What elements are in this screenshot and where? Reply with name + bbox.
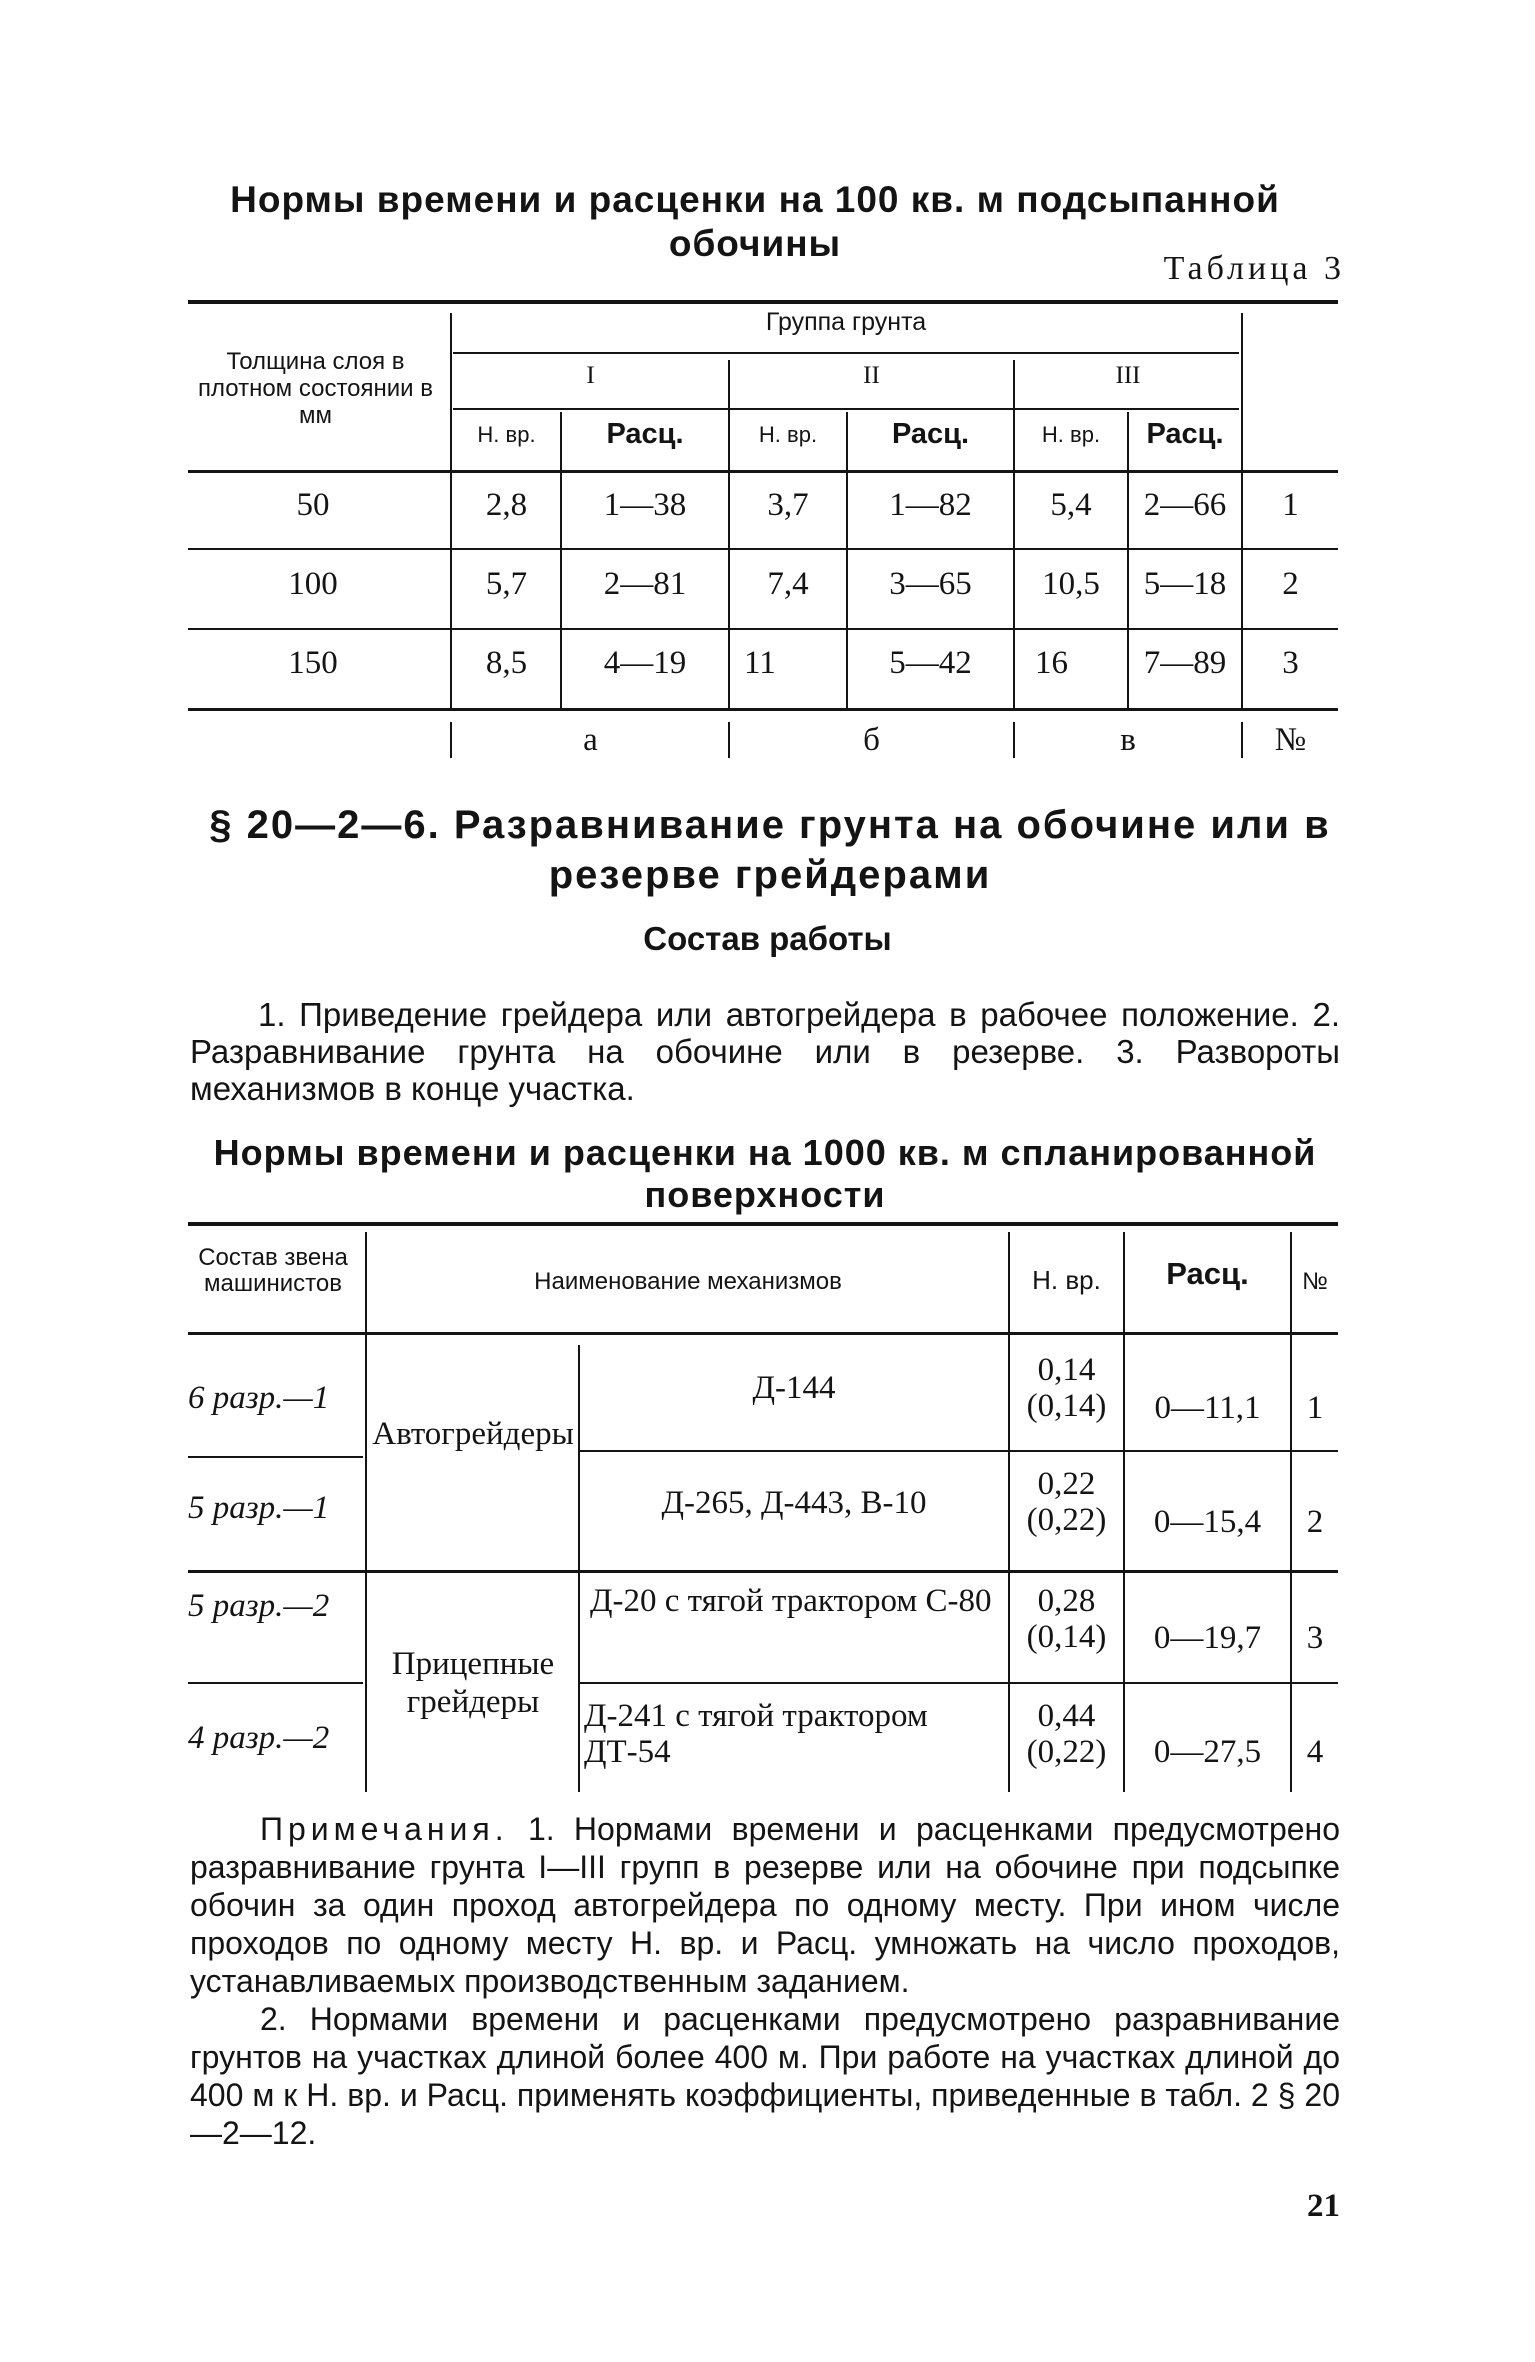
table2-rasc: 0—19,7 [1153, 1620, 1262, 1656]
table2-group-towed-graders: Прицепные грейдеры [391, 1646, 555, 1720]
table2-row-number: 1 [1306, 1390, 1324, 1426]
table1-cell: 11 [744, 645, 776, 681]
table2-num-header: № [1302, 1268, 1328, 1295]
table1-group-ii: II [863, 362, 880, 389]
table1-hvr-header: Н. вр. [758, 422, 818, 447]
table2-hvr: 0,22 [1037, 1466, 1096, 1502]
table1-group-rule [453, 352, 1239, 354]
table1-group-iii: III [1115, 362, 1141, 389]
table1-cell: 2—66 [1143, 487, 1227, 523]
table2-hvr: 0,44 [1037, 1698, 1096, 1734]
table2-mechanism: Д-241 с тягой трактором ДТ-54 [584, 1698, 928, 1770]
table1-footer-a: а [583, 722, 598, 758]
table1-cell: 1—82 [889, 487, 972, 523]
table2-col-rule [578, 1345, 580, 1792]
table2-hvr-alt: (0,14) [1026, 1388, 1107, 1424]
table1-cell: 5—18 [1143, 566, 1227, 602]
table1-cell: 7—89 [1143, 645, 1227, 681]
table2-row-number: 2 [1306, 1504, 1324, 1540]
table2-hvr: 0,14 [1037, 1352, 1096, 1388]
notes [190, 1810, 1340, 2152]
table1-subgroup-rule [453, 408, 1239, 410]
note-1-text: 1. Нормами времени и расценками предусмотрено разравнивание грунта I—III групп в резерве или на обочине при подсыпке обочин за один проход автогрейдера по одному месту. При ином числе проходов по одному месту Н. вр. и Расц. умножать на число проходов, устанавливаемых производственным заданием. [190, 1811, 1341, 1999]
section-title: § 20—2—6. Разравнивание грунта на обочине или в резерве грейдерами [209, 803, 1331, 897]
table2-header-rule [188, 1332, 1338, 1335]
table1-rasc-header: Расц. [606, 418, 684, 450]
table1-hvr-header: Н. вр. [1041, 422, 1101, 447]
table2-group-autograders: Автогрейдеры [372, 1416, 574, 1452]
table1-footer-rule [450, 722, 452, 758]
table1-title: Нормы времени и расценки на 100 кв. м подсыпанной обочины [230, 179, 1280, 264]
section-subtitle: Состав работы [643, 920, 892, 957]
table1-row-rule [188, 628, 1338, 630]
notes-heading: Примечания. [260, 1811, 509, 1847]
table2-rasc: 0—15,4 [1153, 1504, 1262, 1540]
table1-stub-header: Толщина слоя в плотном состоянии в мм [197, 348, 434, 429]
table2-hvr-header: Н. вр. [1032, 1265, 1101, 1295]
table1-cell: 5,4 [1050, 487, 1092, 523]
table2-title: Нормы времени и расценки на 1000 кв. м спланированной поверхности [213, 1132, 1317, 1215]
note-2: 2. Нормами времени и расценками предусмотрено разравнивание грунтов на участках длиной более 400 м. При работе на участках длиной до 400 м к Н. вр. и Расц. применять коэффициенты, приведенные в табл. 2 § 20—2—12. [190, 2001, 1340, 2151]
table1-row-rule [188, 548, 1338, 550]
table2-rasc: 0—27,5 [1153, 1734, 1262, 1770]
table1-row-number: 2 [1282, 566, 1299, 602]
table2-row-rule [188, 1682, 363, 1684]
table2-hvr-alt: (0,14) [1026, 1619, 1107, 1655]
table1-cell: 16 [1035, 645, 1068, 681]
table1-header-rule [188, 470, 1338, 473]
table1-label: Таблица 3 [1163, 250, 1345, 287]
table1-cell: 5,7 [485, 566, 528, 602]
table1-row-number: 3 [1282, 645, 1299, 681]
table2-name-header: Наименование механизмов [534, 1268, 842, 1295]
table1-group-header: Группа грунта [765, 308, 927, 336]
table1-cell: 10,5 [1042, 566, 1100, 602]
table1-cell: 8,5 [485, 645, 528, 681]
table1-hvr-header: Н. вр. [477, 422, 536, 447]
table1-group-i: I [586, 362, 595, 389]
table1-row-number: 1 [1282, 487, 1299, 523]
table2-col-rule [365, 1232, 367, 1792]
table2-group-rule [188, 1570, 1338, 1573]
table1-top-rule [188, 300, 1338, 304]
table2-hvr: 0,28 [1037, 1583, 1096, 1619]
table2-row-rule [580, 1450, 1338, 1452]
table1-col-rule [450, 313, 452, 708]
table1-thickness: 150 [288, 645, 338, 681]
page-number: 21 [1307, 2188, 1340, 2224]
table1-thickness: 50 [296, 487, 330, 523]
table2-rasc-header: Расц. [1166, 1256, 1249, 1291]
table1-rasc-header: Расц. [1146, 418, 1224, 450]
table2-top-rule [188, 1222, 1338, 1226]
table2-hvr-alt: (0,22) [1026, 1502, 1107, 1538]
table2-mechanism: Д-265, Д-443, В-10 [661, 1485, 927, 1521]
table1-cell: 2—81 [603, 566, 687, 602]
table1-bottom-rule [188, 708, 1338, 711]
table1-rasc-header: Расц. [891, 418, 970, 450]
table2-row-rule [188, 1456, 363, 1458]
table1-footer-num: № [1274, 722, 1307, 758]
table2-crew: 5 разр.—2 [188, 1588, 330, 1624]
table1-cell: 3—65 [889, 566, 972, 602]
table1-footer-b: б [863, 722, 880, 758]
table2-row-number: 3 [1306, 1620, 1324, 1656]
table1-cell: 3,7 [767, 487, 809, 523]
table2-row-number: 4 [1306, 1734, 1324, 1770]
table2-mechanism: Д-20 с тягой трактором С-80 [590, 1583, 992, 1619]
table2-row-rule [580, 1682, 1338, 1684]
table2-crew: 5 разр.—1 [188, 1490, 330, 1526]
table2-crew: 6 разр.—1 [188, 1380, 330, 1416]
table1-footer-v: в [1120, 722, 1136, 758]
table2-crew: 4 разр.—2 [188, 1720, 330, 1756]
table2-rasc: 0—11,1 [1154, 1390, 1261, 1426]
table1-cell: 2,8 [485, 487, 528, 523]
note-1 [190, 1810, 1340, 2000]
table1-cell: 4—19 [603, 645, 687, 681]
table2-crew-header: Состав звена машинистов [198, 1244, 348, 1297]
table1-thickness: 100 [288, 566, 338, 602]
table2-mechanism: Д-144 [752, 1370, 836, 1406]
work-composition-text: 1. Приведение грейдера или автогрейдера в рабочее положение. 2. Разравнивание грунта на обочине или в резерве. 3. Развороты механизмов в конце участка. [190, 996, 1340, 1107]
table1-cell: 7,4 [767, 566, 809, 602]
table2-hvr-alt: (0,22) [1026, 1734, 1107, 1770]
table1-cell: 5—42 [889, 645, 972, 681]
table1-cell: 1—38 [603, 487, 687, 523]
